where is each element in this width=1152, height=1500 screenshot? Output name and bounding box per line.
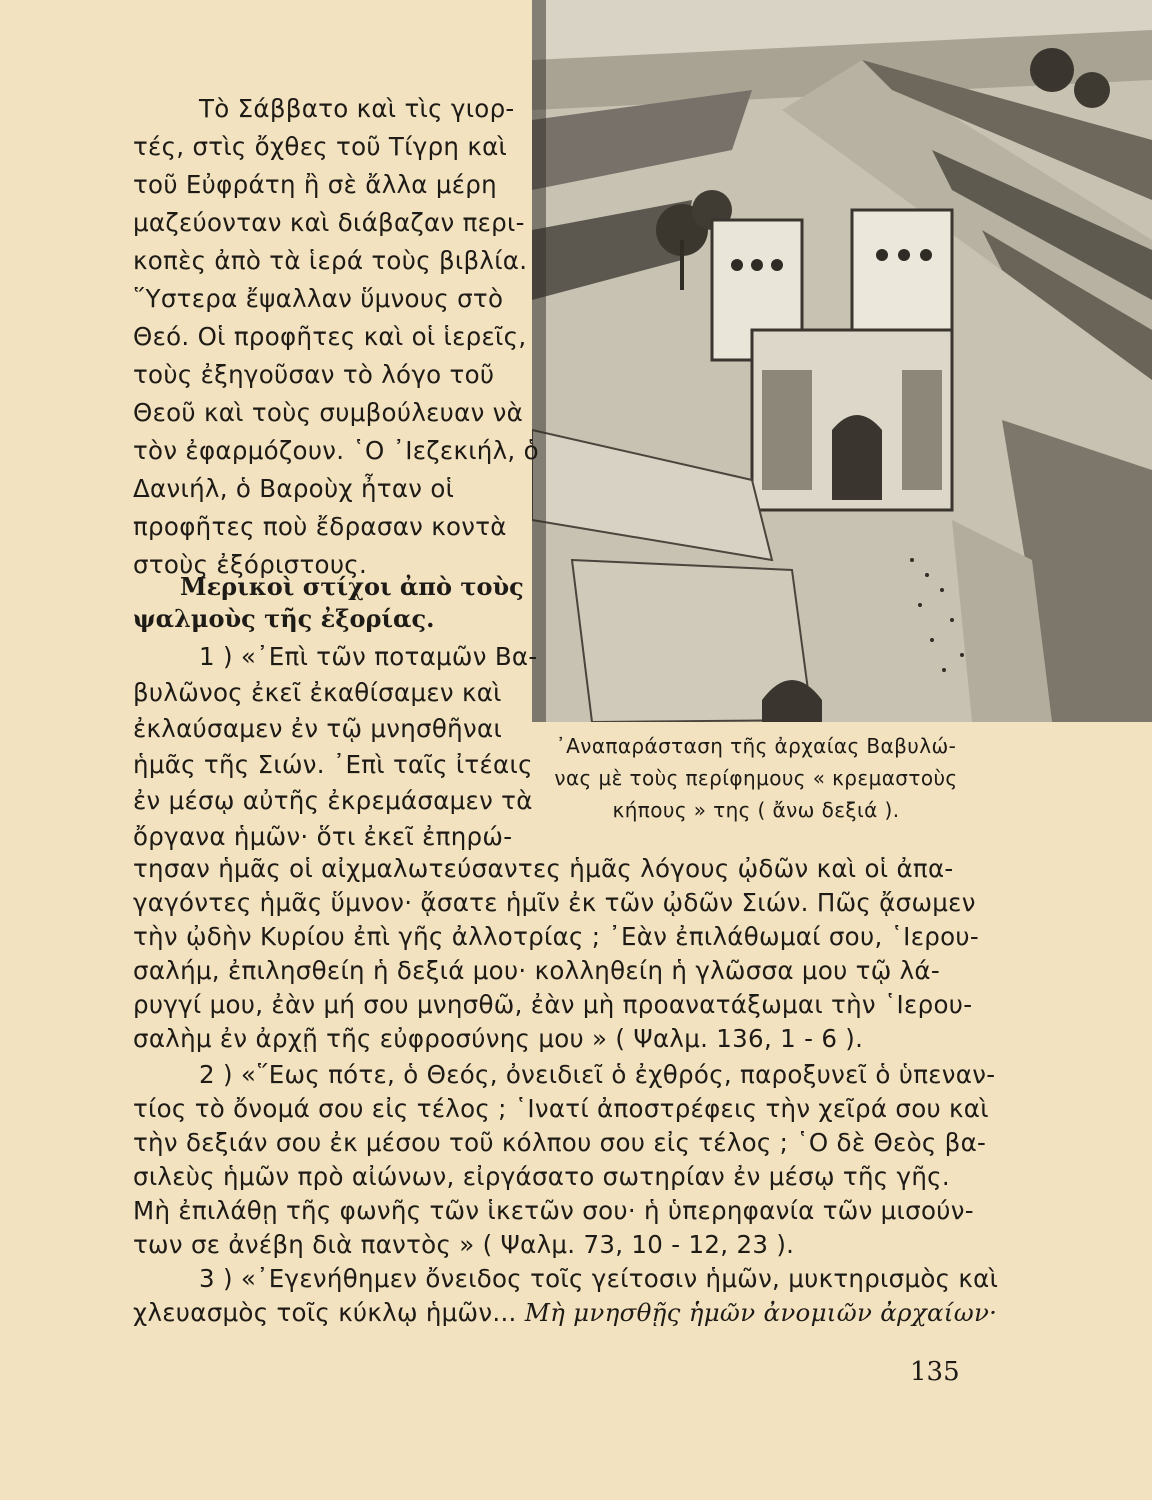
caption-line: κήπους » της ( ἄνω δεξιά ). <box>612 798 900 822</box>
psalm-line: των σε ἀνέβη διὰ παντὸς » ( Ψαλμ. 73, 10 - 12, 23 ). <box>133 1230 795 1259</box>
psalm-line: γαγόντες ἡμᾶς ὕμνον· ᾄσατε ἡμῖν ἐκ τῶν ᾠδῶν Σιών. Πῶς ᾄσωμεν <box>133 888 976 917</box>
psalm-line <box>133 1296 997 1330</box>
psalm-line: 3 ) «᾿Εγενήθημεν ὄνειδος τοῖς γείτοσιν ἡμῶν, μυκτηρισμὸς καὶ <box>199 1264 999 1293</box>
babylon-illustration <box>532 0 1152 722</box>
intro-line: μαζεύονταν καὶ διάβαζαν περι- <box>133 208 525 237</box>
section-heading: ψαλμοὺς τῆς ἐξορίας. <box>133 604 435 633</box>
psalm-line: ρυγγί μου, ἐὰν μή σου μνησθῶ, ἐὰν μὴ προανατάξωμαι τὴν ῾Ιερου- <box>133 990 973 1019</box>
psalm-italic-text: Μὴ μνησθῇς ἡμῶν ἀνομιῶν ἀρχαίων· <box>524 1298 998 1327</box>
intro-line: τοὺς ἐξηγοῦσαν τὸ λόγο τοῦ <box>133 360 495 389</box>
intro-line: τὸν ἐφαρμόζουν. ῾Ο ᾿Ιεζεκιήλ, ὁ <box>133 436 539 465</box>
intro-line: τές, στὶς ὄχθες τοῦ Τίγρη καὶ <box>133 132 508 161</box>
psalm-line: σαλήμ, ἐπιλησθείη ἡ δεξιά μου· κολληθείη ἡ γλῶσσα μου τῷ λά- <box>133 956 941 985</box>
intro-line: Τὸ Σάββατο καὶ τὶς γιορ- <box>199 94 515 123</box>
illustration-drawing <box>532 0 1152 722</box>
intro-line: τοῦ Εὐφράτη ἢ σὲ ἄλλα μέρη <box>133 170 497 199</box>
psalm-line: τὴν δεξιάν σου ἐκ μέσου τοῦ κόλπου σου εἰς τέλος ; ῾Ο δὲ Θεὸς βα- <box>133 1128 987 1157</box>
psalm-text: χλευασμὸς τοῖς κύκλῳ ἡμῶν... <box>133 1298 525 1327</box>
psalm-line: ἡμᾶς τῆς Σιών. ᾿Επὶ ταῖς ἰτέαις <box>133 750 533 779</box>
psalm-line: βυλῶνος ἐκεῖ ἐκαθίσαμεν καὶ <box>133 678 502 707</box>
caption-line: ᾿Αναπαράσταση τῆς ἀρχαίας Βαβυλώ- <box>555 734 957 758</box>
intro-line: κοπὲς ἀπὸ τὰ ἱερά τοὺς βιβλία. <box>133 246 528 275</box>
intro-line: Θεό. Οἱ προφῆτες καὶ οἱ ἱερεῖς, <box>133 322 527 351</box>
intro-line: στοὺς ἐξόριστους. <box>133 550 368 579</box>
intro-line: ῞Υστερα ἔψαλλαν ὕμνους στὸ <box>133 284 504 313</box>
psalm-line: Μὴ ἐπιλάθῃ τῆς φωνῆς τῶν ἱκετῶν σου· ἡ ὑπερηφανία τῶν μισούν- <box>133 1196 974 1225</box>
intro-line: Θεοῦ καὶ τοὺς συμβούλευαν νὰ <box>133 398 524 427</box>
intro-line: προφῆτες ποὺ ἔδρασαν κοντὰ <box>133 512 507 541</box>
psalm-line: ἐκλαύσαμεν ἐν τῷ μνησθῆναι <box>133 714 503 743</box>
intro-line: Δανιήλ, ὁ Βαροὺχ ἦταν οἱ <box>133 474 455 503</box>
section-heading: Μερικοὶ στίχοι ἀπὸ τοὺς <box>180 572 524 601</box>
psalm-line: τησαν ἡμᾶς οἱ αἰχμαλωτεύσαντες ἡμᾶς λόγους ᾠδῶν καὶ οἱ ἀπα- <box>133 854 954 883</box>
psalm-line: τίος τὸ ὄνομά σου εἰς τέλος ; ῾Ινατί ἀποστρέφεις τὴν χεῖρά σου καὶ <box>133 1094 989 1123</box>
psalm-line: σιλεὺς ἡμῶν πρὸ αἰώνων, εἰργάσατο σωτηρίαν ἐν μέσῳ τῆς γῆς. <box>133 1162 950 1191</box>
psalm-line: ἐν μέσῳ αὐτῆς ἐκρεμάσαμεν τὰ <box>133 786 533 815</box>
psalm-line: σαλὴμ ἐν ἀρχῇ τῆς εὐφροσύνης μου » ( Ψαλμ. 136, 1 - 6 ). <box>133 1024 864 1053</box>
psalm-line: τὴν ᾠδὴν Κυρίου ἐπὶ γῆς ἀλλοτρίας ; ᾿Εὰν ἐπιλάθωμαί σου, ῾Ιερου- <box>133 922 980 951</box>
caption-line: νας μὲ τοὺς περίφημους « κρεμαστοὺς <box>554 766 958 790</box>
page-number: 135 <box>910 1357 960 1387</box>
psalm-line: ὄργανα ἡμῶν· ὅτι ἐκεῖ ἐπηρώ- <box>133 822 513 851</box>
figure-caption <box>536 730 976 826</box>
psalm-line: 1 ) «᾿Επὶ τῶν ποταμῶν Βα- <box>199 642 538 671</box>
psalm-line: 2 ) «῞Εως πότε, ὁ Θεός, ὀνειδιεῖ ὁ ἐχθρός, παροξυνεῖ ὁ ὑπεναν- <box>199 1060 996 1089</box>
